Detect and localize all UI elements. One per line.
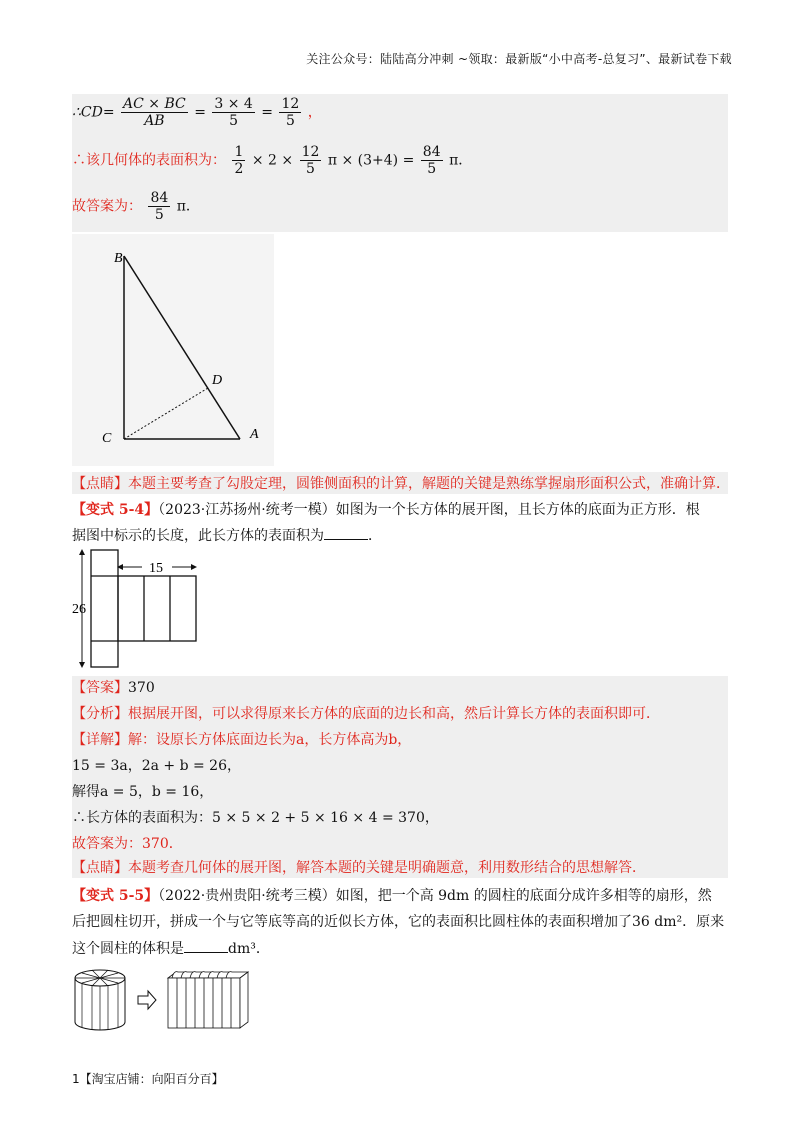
page-footer: 1【淘宝店铺：向阳百分百】 <box>72 1072 224 1086</box>
frac-num: AC × BC <box>123 96 186 112</box>
question-text: （2023·江苏扬州·统考一模）如图为一个长方体的展开图，且长方体的底面为正方形．根 <box>158 502 700 518</box>
equation-4: 故答案为：370． <box>72 836 183 852</box>
label-d: D <box>212 373 223 388</box>
frac-num: 12 <box>281 96 300 112</box>
tail: π． <box>449 152 473 169</box>
remark-text: 本题考查几何体的展开图，解答本题的关键是明确题意，利用数形结合的思想解答． <box>128 860 646 876</box>
answer-line-1 <box>72 190 200 223</box>
answer-blank[interactable] <box>184 938 228 953</box>
question-text: ．原来 <box>682 914 725 930</box>
frac-den: 5 <box>306 161 315 177</box>
surface-area-line <box>72 144 472 177</box>
frac-den: 2 <box>234 161 244 177</box>
remark-tag: 【点睛】 <box>72 476 128 492</box>
frac-den: 5 <box>229 113 239 129</box>
analysis-text: 根据展开图，可以求得原来长方体的底面的边长和高，然后计算长方体的表面积即可． <box>128 706 660 722</box>
answer-value: 370 <box>128 680 155 696</box>
question-5-5-line2 <box>72 912 724 932</box>
equation-2: 解得a = 5，b = 16， <box>72 784 214 800</box>
equals: = <box>194 104 206 121</box>
equation-1: 15 = 3a，2a + b = 26， <box>72 758 241 774</box>
mid-expr: π × (3+4) = <box>327 152 415 169</box>
frac-num: 84 <box>150 190 169 206</box>
remark-text: 本题主要考查了勾股定理，圆锥侧面积的计算，解题的关键是熟练掌握扇形面积公式，准确计算． <box>128 476 730 492</box>
answer-blank[interactable] <box>324 525 368 540</box>
mid-expr: × 2 × <box>251 152 294 169</box>
frac-den: 5 <box>285 113 295 129</box>
question-5-5-line1 <box>72 886 712 906</box>
question-tag: 【变式 5-5】 <box>72 888 159 904</box>
tail: ， <box>307 104 322 121</box>
remark-1 <box>72 474 730 494</box>
question-text: ． <box>368 528 382 544</box>
question-tag: 【变式 5-4】 <box>72 502 159 518</box>
label-a: A <box>250 427 259 442</box>
detail-text: 解：设原长方体底面边长为a，长方体高为b， <box>128 732 412 748</box>
remark-2 <box>72 858 646 878</box>
answer-tag: 【答案】 <box>72 680 128 696</box>
question-text: （2022·贵州贵阳·统考三模）如图，把一个高 9dm 的圆柱的底面分成许多相等的扇形，然 <box>158 888 712 904</box>
cd-prefix: ∴CD= <box>72 104 115 121</box>
frac-num: 12 <box>301 144 320 160</box>
triangle-figure <box>72 234 274 466</box>
detail-5-4 <box>72 730 411 750</box>
cuboid-net-figure <box>72 546 212 672</box>
area-value: 36 dm² <box>632 914 683 930</box>
frac-den: 5 <box>154 207 164 223</box>
cylinder-transform-figure <box>72 964 252 1034</box>
frac-num: 1 <box>234 144 244 160</box>
label-15: 15 <box>149 561 163 576</box>
analysis-tag: 【分析】 <box>72 706 128 722</box>
cd-formula <box>72 96 322 129</box>
page-header: 关注公众号：陆陆高分冲刺 ~领取：最新版“小中高考-总复习”、最新试卷下载 <box>306 52 732 66</box>
question-text: dm³． <box>228 941 270 957</box>
frac-den: AB <box>144 113 165 129</box>
tail: π． <box>176 198 200 215</box>
frac-num: 84 <box>422 144 441 160</box>
frac-num: 3 × 4 <box>214 96 253 112</box>
question-text: 后把圆柱切开，拼成一个与它等底等高的近似长方体，它的表面积比圆柱体的表面积增加了 <box>72 914 632 930</box>
remark-tag: 【点睛】 <box>72 860 128 876</box>
equation-3: ∴长方体的表面积为：5 × 5 × 2 + 5 × 16 × 4 = 370， <box>72 810 439 826</box>
surface-area-text: ∴该几何体的表面积为： <box>72 152 226 169</box>
frac-den: 5 <box>427 161 437 177</box>
label-26: 26 <box>72 602 86 617</box>
question-5-4-line1 <box>72 500 700 520</box>
label-b: B <box>114 251 123 266</box>
analysis-5-4 <box>72 704 660 724</box>
question-text: 据图中标示的长度，此长方体的表面积为 <box>72 528 324 544</box>
answer-text: 故答案为： <box>72 198 142 215</box>
question-5-5-line3 <box>72 938 270 959</box>
equals: = <box>261 104 274 121</box>
question-5-4-line2 <box>72 525 382 546</box>
answer-5-4 <box>72 678 155 698</box>
question-text: 这个圆柱的体积是 <box>72 941 184 957</box>
label-c: C <box>102 431 112 446</box>
detail-tag: 【详解】 <box>72 732 128 748</box>
